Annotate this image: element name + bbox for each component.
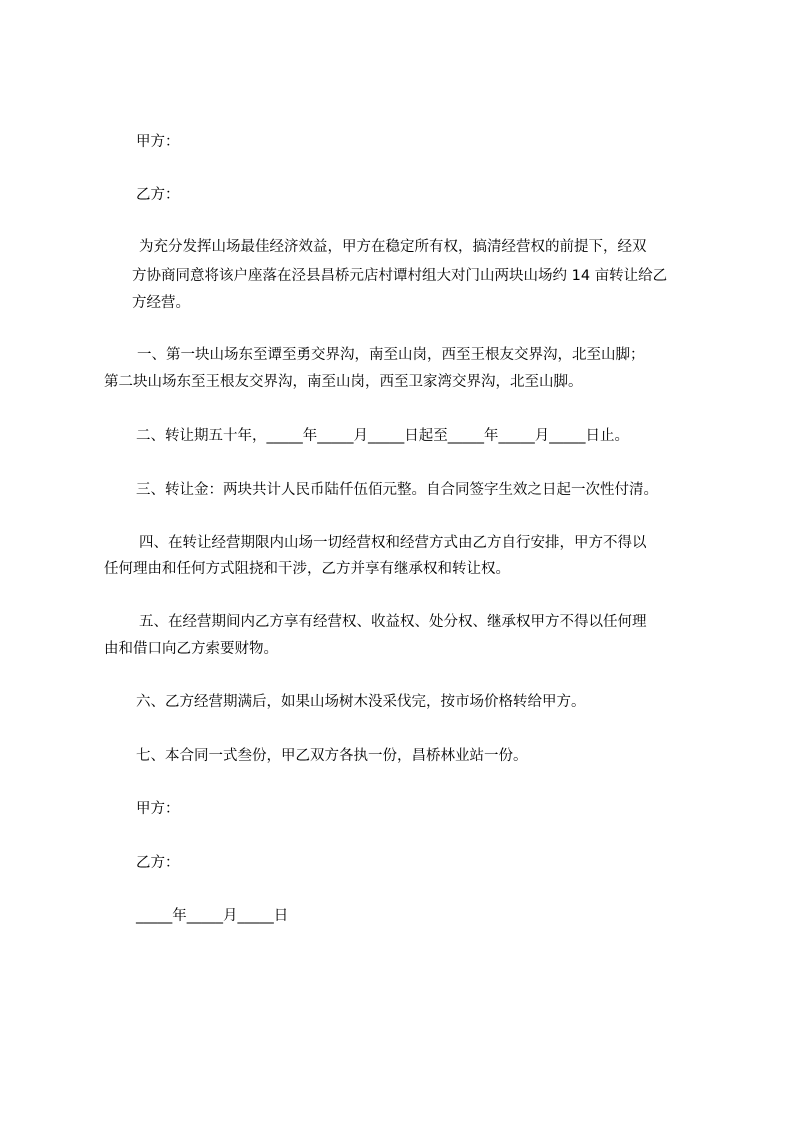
clause-4-line-1: 四、在转让经营期限内山场一切经营权和经营方式由乙方自行安排，甲方不得以 xyxy=(139,535,647,551)
party-b-label: 乙方： xyxy=(136,187,180,203)
clause-4-line-2: 任何理由和任何方式阻挠和干涉，乙方并享有继承权和转让权。 xyxy=(104,561,510,577)
clause-5-line-2: 由和借口向乙方索要财物。 xyxy=(104,641,278,657)
intro-line-1: 为充分发挥山场最佳经济效益，甲方在稳定所有权，搞清经营权的前提下，经双 xyxy=(139,239,647,255)
intro-line-2: 方协商同意将该户座落在泾县昌桥元店村谭村组大对门山两块山场约 14 亩转让给乙 xyxy=(132,268,668,284)
clause-1-line-2: 第二块山场东至王根友交界沟，南至山岗，西至卫家湾交界沟，北至山脚。 xyxy=(104,374,583,390)
party-a-label: 甲方： xyxy=(136,134,180,150)
signature-party-a: 甲方： xyxy=(136,801,180,817)
clause-2: 二、转让期五十年，_____年_____月_____日起至_____年_____月_____日止。 xyxy=(136,428,629,444)
clause-5-line-1: 五、在经营期间内乙方享有经营权、收益权、处分权、继承权甲方不得以任何理 xyxy=(139,614,647,630)
signature-date: _____年_____月_____日 xyxy=(136,908,289,924)
clause-6: 六、乙方经营期满后，如果山场树木没采伐完，按市场价格转给甲方。 xyxy=(136,694,586,710)
clause-3: 三、转让金：两块共计人民币陆仟伍佰元整。自合同签字生效之日起一次性付清。 xyxy=(136,482,658,498)
signature-party-b: 乙方： xyxy=(136,855,180,871)
intro-line-3: 方经营。 xyxy=(132,295,190,311)
clause-7: 七、本合同一式叁份，甲乙双方各执一份，昌桥林业站一份。 xyxy=(136,748,528,764)
clause-1-line-1: 一、第一块山场东至谭至勇交界沟，南至山岗，西至王根友交界沟，北至山脚； xyxy=(137,347,645,363)
